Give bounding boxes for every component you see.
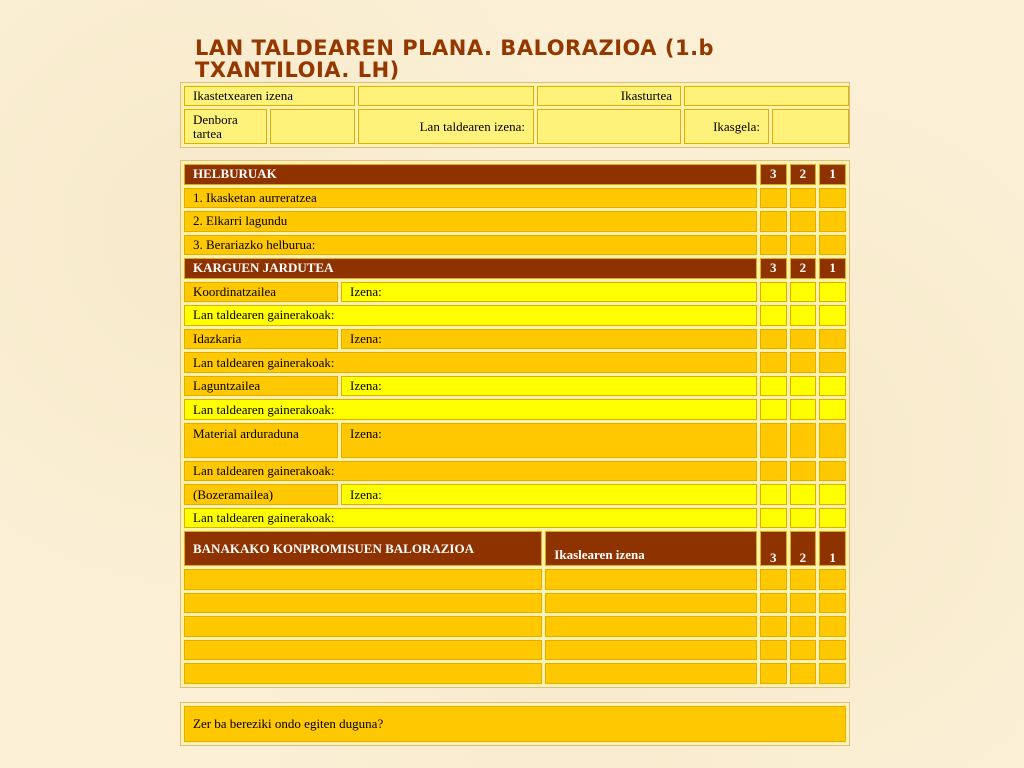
role-secretary: Idazkaria [184, 329, 338, 350]
group-name-label: Lan taldearen izena: [358, 109, 534, 144]
student-name-field[interactable] [545, 569, 757, 590]
commitment-field[interactable] [184, 640, 542, 661]
score-2-header: 2 [790, 531, 817, 566]
score-cell[interactable] [760, 211, 787, 232]
student-name-field[interactable] [545, 640, 757, 661]
commitment-field[interactable] [184, 663, 542, 684]
score-cell[interactable] [760, 329, 787, 350]
score-cell[interactable] [760, 376, 787, 397]
score-cell[interactable] [790, 352, 817, 373]
period-label: Denbora tartea [184, 109, 267, 144]
score-cell[interactable] [819, 352, 846, 373]
question-table [180, 702, 850, 746]
score-cell[interactable] [760, 423, 787, 458]
role-coordinator: Koordinatzailea [184, 282, 338, 303]
score-cell[interactable] [790, 329, 817, 350]
score-cell[interactable] [760, 616, 787, 637]
score-cell[interactable] [819, 640, 846, 661]
score-cell[interactable] [819, 508, 846, 529]
score-cell[interactable] [760, 352, 787, 373]
score-2-header: 2 [790, 164, 817, 185]
score-cell[interactable] [819, 399, 846, 420]
score-2-header: 2 [790, 258, 817, 279]
score-cell[interactable] [760, 235, 787, 256]
period-field[interactable] [270, 109, 355, 144]
score-cell[interactable] [760, 282, 787, 303]
role-name-label[interactable]: Izena: [341, 282, 757, 303]
role-others: Lan taldearen gainerakoak: [184, 461, 757, 482]
classroom-field[interactable] [772, 109, 849, 144]
role-name-label[interactable]: Izena: [341, 484, 757, 505]
score-cell[interactable] [790, 188, 817, 209]
score-cell[interactable] [760, 593, 787, 614]
score-cell[interactable] [790, 399, 817, 420]
score-cell[interactable] [790, 282, 817, 303]
commitment-field[interactable] [184, 569, 542, 590]
role-name-label[interactable]: Izena: [341, 329, 757, 350]
role-others: Lan taldearen gainerakoak: [184, 399, 757, 420]
score-cell[interactable] [819, 235, 846, 256]
question-field[interactable]: Zer ba bereziki ondo egiten duguna? [184, 706, 846, 742]
score-cell[interactable] [819, 305, 846, 326]
score-cell[interactable] [819, 663, 846, 684]
objective-1: 1. Ikasketan aurreratzea [184, 188, 757, 209]
score-3-header: 3 [760, 258, 787, 279]
role-name-label[interactable]: Izena: [341, 376, 757, 397]
commitment-field[interactable] [184, 616, 542, 637]
objectives-header: HELBURUAK [184, 164, 757, 185]
score-cell[interactable] [819, 376, 846, 397]
score-3-header: 3 [760, 164, 787, 185]
score-cell[interactable] [790, 640, 817, 661]
score-cell[interactable] [760, 305, 787, 326]
score-cell[interactable] [819, 569, 846, 590]
student-name-field[interactable] [545, 593, 757, 614]
score-cell[interactable] [760, 484, 787, 505]
score-cell[interactable] [790, 305, 817, 326]
score-1-header: 1 [819, 164, 846, 185]
score-cell[interactable] [790, 376, 817, 397]
school-name-field[interactable] [358, 86, 534, 106]
score-cell[interactable] [790, 484, 817, 505]
student-name-field[interactable] [545, 663, 757, 684]
role-name-label[interactable]: Izena: [341, 423, 757, 458]
school-year-label: Ikasturtea [537, 86, 681, 106]
score-cell[interactable] [790, 616, 817, 637]
score-cell[interactable] [760, 461, 787, 482]
classroom-label: Ikasgela: [684, 109, 769, 144]
commitments-header: BANAKAKO KONPROMISUEN BALORAZIOA [184, 531, 542, 566]
score-cell[interactable] [819, 188, 846, 209]
evaluation-table [180, 160, 850, 688]
score-cell[interactable] [790, 211, 817, 232]
page-title: LAN TALDEAREN PLANA. BALORAZIOA (1.b TXANTILOIA. LH) [195, 36, 715, 82]
score-cell[interactable] [819, 423, 846, 458]
score-cell[interactable] [760, 508, 787, 529]
score-cell[interactable] [819, 484, 846, 505]
score-cell[interactable] [760, 188, 787, 209]
role-spokesperson: (Bozeramailea) [184, 484, 338, 505]
objective-3: 3. Berariazko helburua: [184, 235, 757, 256]
role-others: Lan taldearen gainerakoak: [184, 305, 757, 326]
score-cell[interactable] [819, 461, 846, 482]
roles-header: KARGUEN JARDUTEA [184, 258, 757, 279]
student-name-header: Ikaslearen izena [545, 531, 757, 566]
role-helper: Laguntzailea [184, 376, 338, 397]
score-cell[interactable] [819, 282, 846, 303]
score-cell[interactable] [790, 593, 817, 614]
info-table [180, 82, 850, 148]
score-cell[interactable] [790, 461, 817, 482]
score-cell[interactable] [790, 235, 817, 256]
school-year-field[interactable] [684, 86, 849, 106]
score-cell[interactable] [819, 593, 846, 614]
score-cell[interactable] [790, 423, 817, 458]
score-cell[interactable] [760, 569, 787, 590]
role-others: Lan taldearen gainerakoak: [184, 508, 757, 529]
score-cell[interactable] [790, 663, 817, 684]
student-name-field[interactable] [545, 616, 757, 637]
score-cell[interactable] [819, 616, 846, 637]
score-1-header: 1 [819, 531, 846, 566]
score-1-header: 1 [819, 258, 846, 279]
score-cell[interactable] [790, 569, 817, 590]
score-cell[interactable] [819, 329, 846, 350]
objective-2: 2. Elkarri lagundu [184, 211, 757, 232]
school-name-label: Ikastetxearen izena [184, 86, 355, 106]
score-cell[interactable] [760, 663, 787, 684]
role-material-manager: Material arduraduna [184, 423, 338, 458]
role-others: Lan taldearen gainerakoak: [184, 352, 757, 373]
group-name-field[interactable] [537, 109, 681, 144]
score-cell[interactable] [790, 508, 817, 529]
score-cell[interactable] [760, 640, 787, 661]
score-cell[interactable] [760, 399, 787, 420]
score-cell[interactable] [819, 211, 846, 232]
commitment-field[interactable] [184, 593, 542, 614]
score-3-header: 3 [760, 531, 787, 566]
